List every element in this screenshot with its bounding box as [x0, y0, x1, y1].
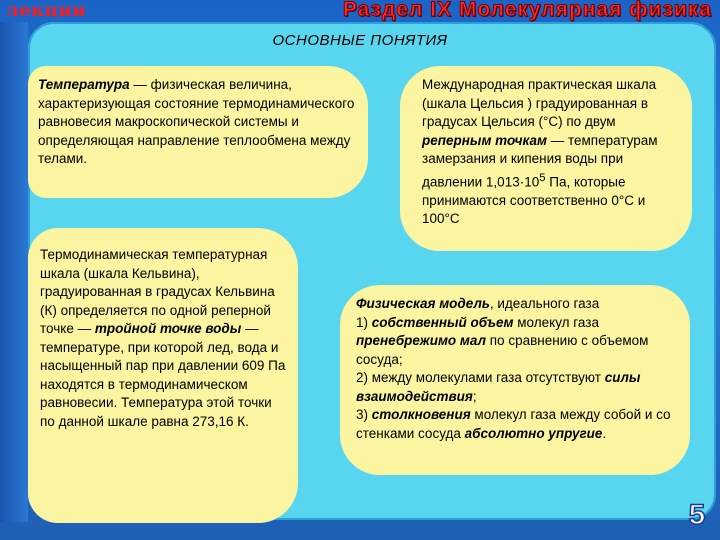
term-absolutely-elastic: абсолютно упругие: [464, 425, 603, 441]
kelvin-text-1: Термодинамическая температурная шкала (шкала Кельвина), градуированная в градусах Кельвина (К) определяется по одной реперной точке —: [40, 247, 275, 336]
term-triple-point: тройной точке воды: [94, 321, 242, 336]
term-physical-model: Физическая модель: [356, 296, 490, 311]
page-title: ОСНОВНЫЕ ПОНЯТИЯ: [272, 32, 448, 49]
kelvin-text-2: — температуре, при которой лед, вода и насыщенный пар при давлении 609 Па находятся в термодинамическом равновесии. Температура этой точки по данной шкале равна 273,16 К.: [40, 321, 286, 429]
item-1-num: 1): [356, 314, 372, 330]
exponent: 5: [539, 171, 546, 184]
term-negligible: пренебрежимо мал: [356, 333, 486, 348]
term-temperature: Температура: [38, 77, 130, 92]
item-2-end: ;: [472, 388, 477, 404]
term-interaction-forces: силы взаимодействия: [356, 370, 641, 404]
item-2-text: 2) между молекулами газа отсутствуют: [356, 370, 605, 385]
celsius-text-2: — температурам замерзания и кипения воды при давлении 1,013·10: [422, 132, 658, 189]
item-3-num: 3): [356, 407, 372, 422]
ideal-gas-model-box: [340, 285, 690, 475]
term-collisions: столкновения: [371, 407, 471, 422]
temperature-definition-box: [28, 66, 368, 198]
celsius-text-1: Международная практическая шкала (шкала Цельсия ) градуированная в градусах Цельсия (°С) по двум: [422, 77, 657, 129]
term-own-volume: собственный объем: [371, 314, 514, 330]
item-3-text: молекул газа между собой и со стенками сосуда: [356, 407, 671, 441]
temperature-text: — физическая величина, характеризующая состояние термодинамического равновесия макроскопической системы и определяющая направление теплообмена между телами.: [38, 77, 355, 166]
section-title: Раздел IX Молекулярная физика: [342, 0, 712, 21]
celsius-text-3: Па, которые принимаются соответственно 0°С и 100°С: [422, 174, 646, 226]
kelvin-scale-box: [28, 228, 298, 523]
model-text: , идеального газа: [489, 296, 600, 311]
lecture-label: лекции: [6, 0, 87, 21]
term-reference-points: реперным точкам: [422, 132, 547, 148]
item-3-end: .: [602, 425, 607, 441]
celsius-scale-box: [400, 66, 692, 251]
side-strip: [0, 22, 28, 522]
item-1-end: по сравнению с объемом сосуда;: [356, 333, 649, 367]
page-number: 5: [687, 500, 706, 534]
item-1-text: молекул газа: [513, 314, 599, 330]
